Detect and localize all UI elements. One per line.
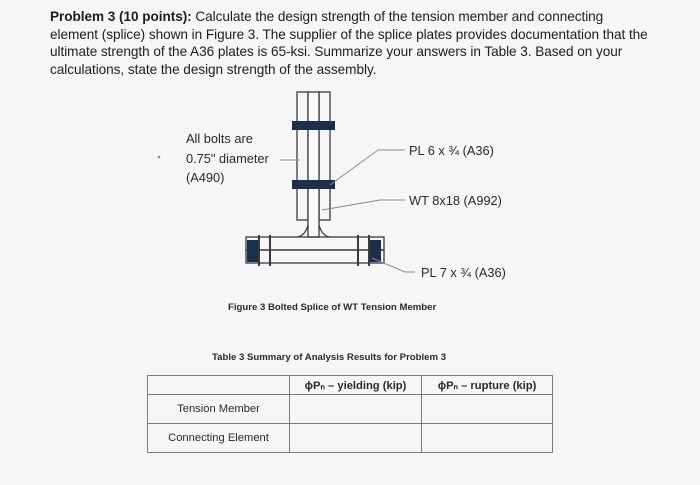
fillet-left [297,225,308,237]
summary-table [147,375,553,453]
cell-connecting-yielding[interactable] [290,424,422,453]
bolt-upper [292,121,335,130]
row-label-connecting-element: Connecting Element [148,424,290,453]
table-header-rupture: ϕPₙ – rupture (kip) [422,376,553,395]
wt-flange [246,237,384,250]
bolt-note-line: All bolts are [186,131,253,146]
fillet-right [319,225,330,237]
label-splice-plate: PL 6 x ¾ (A36) [409,143,494,158]
cell-connecting-rupture[interactable] [422,424,553,453]
bolt-head-right [370,240,381,262]
label-wt-section: WT 8x18 (A992) [409,193,502,208]
bolt-note-line: (A490) [186,170,225,185]
problem-text: Calculate the design strength of the tension member and connecting element (splice) shown in Figure 3. The supplier of the splice plates provides documentation that the ultimate strength of the A36 plates is 65-ksi. Summarize your answers in Table 3. Based on your calculations, state the design strength of the assembly. [50,9,648,77]
cell-tension-rupture[interactable] [422,395,553,424]
cell-tension-yielding[interactable] [290,395,422,424]
label-bottom-plate: PL 7 x ¾ (A36) [421,265,506,280]
splice-plate-right [319,92,330,220]
table-header-cell [148,376,290,395]
bolt-head-left [247,240,258,262]
row-label-tension-member: Tension Member [148,395,290,424]
table-row [148,424,553,453]
figure-caption: Figure 3 Bolted Splice of WT Tension Member [228,302,437,313]
problem-heading: Problem 3 (10 points): [50,9,192,24]
table-caption: Table 3 Summary of Analysis Results for Problem 3 [212,352,447,363]
wt-stem [308,92,319,237]
leader-wt [322,200,405,210]
splice-plate-left [297,92,308,220]
bolt-note [186,129,269,188]
table-header-yielding: ϕPₙ – yielding (kip) [290,376,422,395]
bottom-plate [246,250,384,263]
table-header-row [148,376,553,395]
table-row [148,395,553,424]
bolt-lower [292,180,335,189]
bolt-note-line: 0.75" diameter [186,150,269,166]
leader-splice [330,150,405,185]
dot-marker [158,156,161,159]
